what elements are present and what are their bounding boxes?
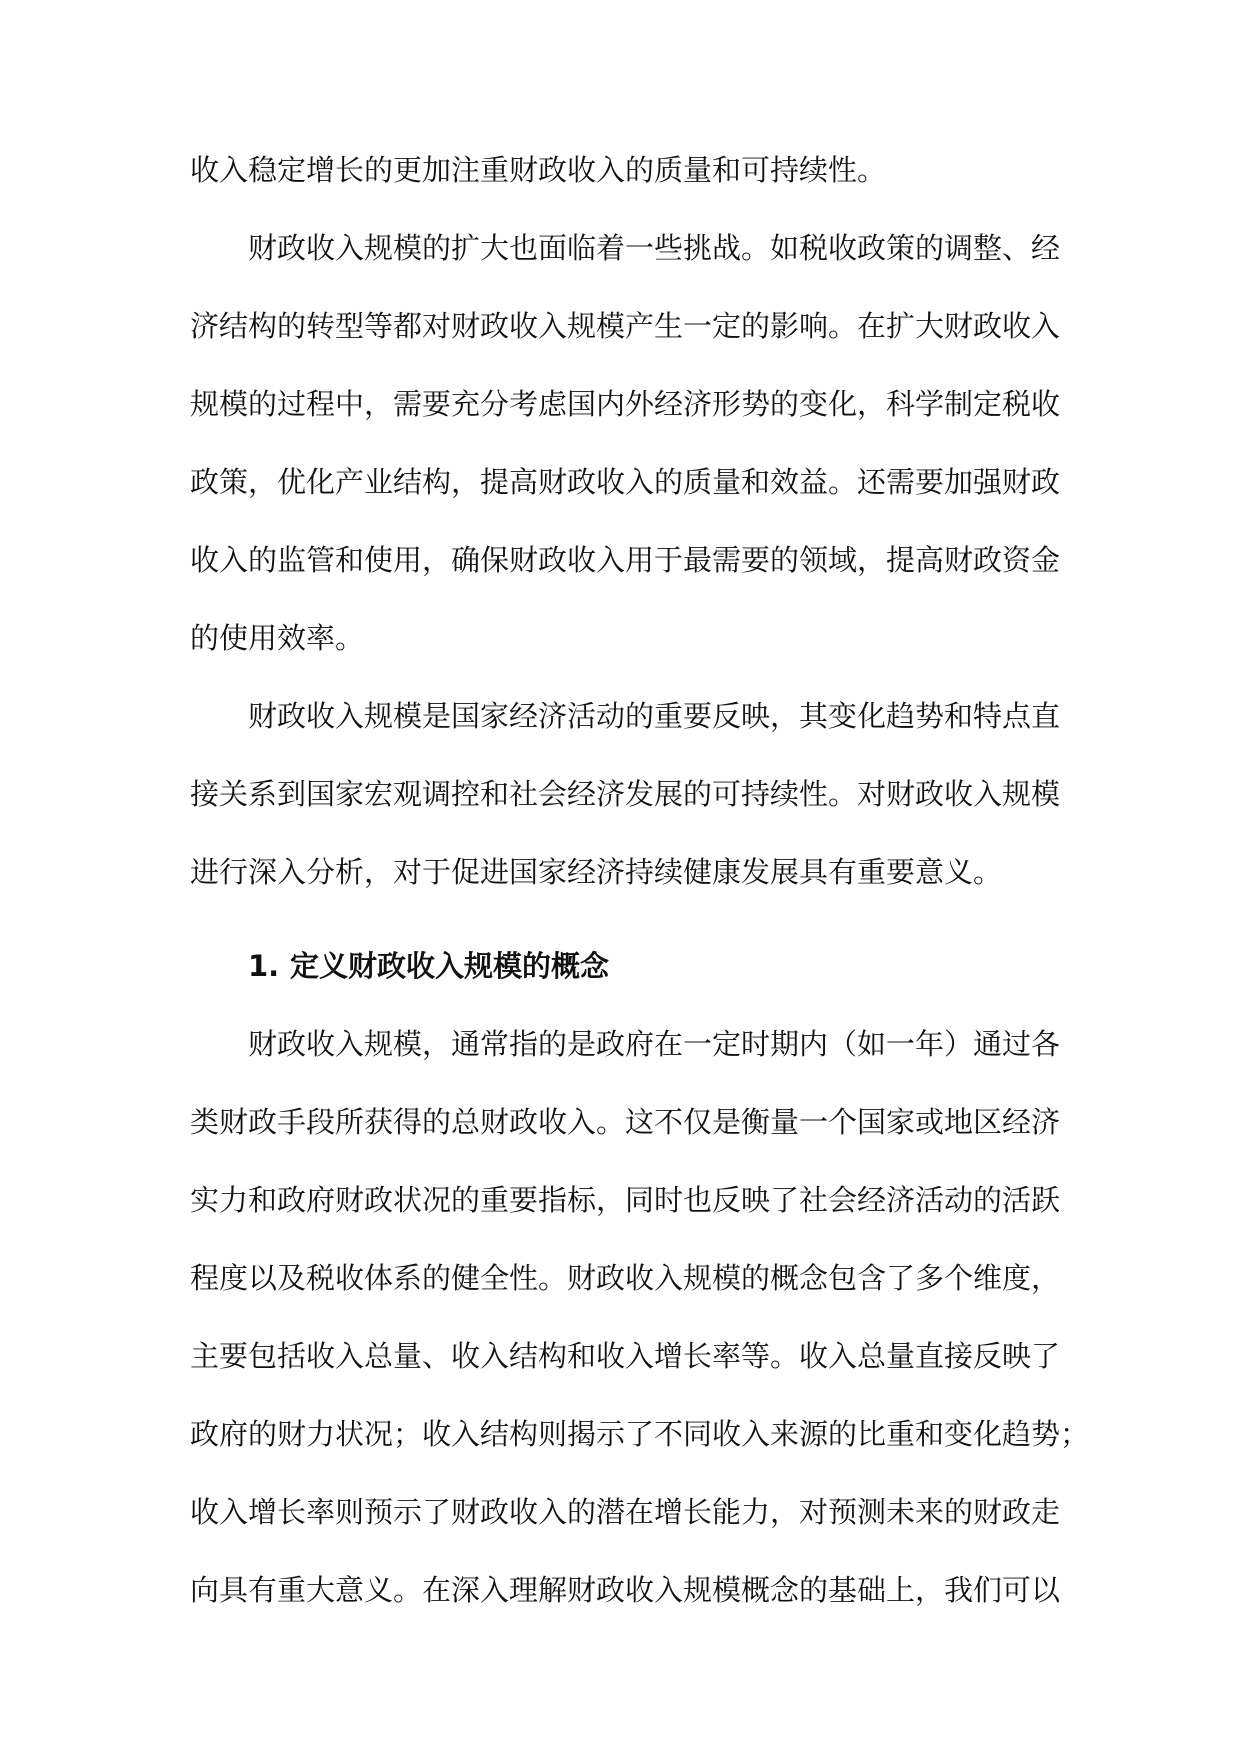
text-line: 济结构的转型等都对财政收入规模产生一定的影响。在扩大财政收入	[190, 309, 1061, 343]
text-line: 的使用效率。	[190, 621, 365, 655]
text-line: 政策，优化产业结构，提高财政收入的质量和效益。还需要加强财政	[190, 465, 1061, 499]
text-line: 主要包括收入总量、收入结构和收入增长率等。收入总量直接反映了	[190, 1339, 1061, 1373]
section-number: 1.	[248, 949, 280, 983]
text-line: 程度以及税收体系的健全性。财政收入规模的概念包含了多个维度，	[190, 1261, 1061, 1295]
text-line: 向具有重大意义。在深入理解财政收入规模概念的基础上，我们可以	[190, 1573, 1061, 1607]
section-title: 定义财政收入规模的概念	[290, 949, 610, 983]
text-line: 收入增长率则预示了财政收入的潜在增长能力，对预测未来的财政走	[190, 1495, 1061, 1529]
text-line: 进行深入分析，对于促进国家经济持续健康发展具有重要意义。	[190, 855, 1003, 889]
text-line: 财政收入规模是国家经济活动的重要反映，其变化趋势和特点直	[248, 699, 1061, 733]
text-line: 接关系到国家宏观调控和社会经济发展的可持续性。对财政收入规模	[190, 777, 1061, 811]
text-line: 财政收入规模，通常指的是政府在一定时期内（如一年）通过各	[248, 1027, 1061, 1061]
text-line: 规模的过程中，需要充分考虑国内外经济形势的变化，科学制定税收	[190, 387, 1061, 421]
text-line: 政府的财力状况；收入结构则揭示了不同收入来源的比重和变化趋势；	[190, 1417, 1090, 1451]
text-line: 财政收入规模的扩大也面临着一些挑战。如税收政策的调整、经	[248, 231, 1061, 265]
text-line: 实力和政府财政状况的重要指标，同时也反映了社会经济活动的活跃	[190, 1183, 1061, 1217]
text-line: 类财政手段所获得的总财政收入。这不仅是衡量一个国家或地区经济	[190, 1105, 1061, 1139]
section-heading	[248, 938, 609, 994]
text-line: 收入的监管和使用，确保财政收入用于最需要的领域，提高财政资金	[190, 543, 1061, 577]
text-line: 收入稳定增长的更加注重财政收入的质量和可持续性。	[190, 153, 887, 187]
